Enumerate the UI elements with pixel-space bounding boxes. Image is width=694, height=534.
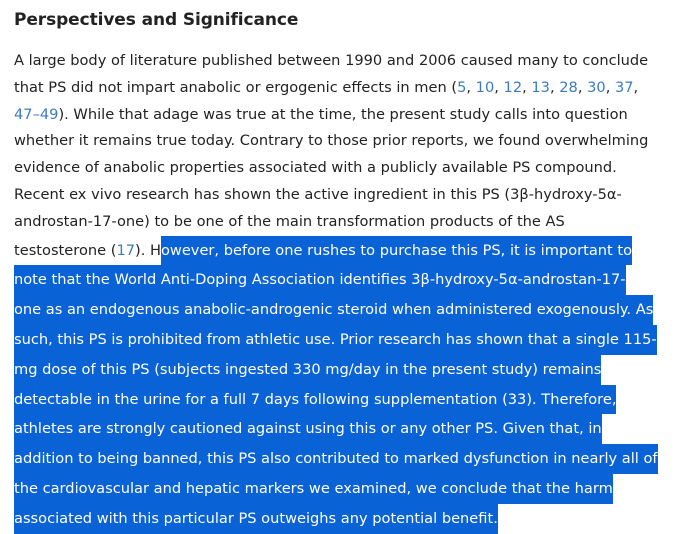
paragraph-line (14, 355, 680, 385)
paragraph-line (14, 504, 680, 534)
citation-link[interactable]: 13 (531, 78, 550, 96)
paragraph-line: Recent ex vivo research has shown the active ingredient in this PS (3β-hydroxy-5α- (14, 185, 622, 203)
selected-text[interactable]: athletes are strongly cautioned against using this or any other PS. Given that, in (14, 414, 602, 444)
paragraph-line (14, 444, 680, 474)
paragraph-line: testosterone (17). However, before one rushes to purchase this PS, it is important to (14, 236, 680, 266)
paragraph-line (14, 414, 680, 444)
citation-link[interactable]: 30 (587, 78, 606, 96)
paragraph-line: A large body of literature published between 1990 and 2006 caused many to conclude (14, 52, 649, 69)
paragraph-line: that PS did not impart anabolic or ergogenic effects in men (5, 10, 12, 13, 28, 30, 37, (14, 78, 639, 96)
paragraph-line: whether it remains true today. Contrary to those prior reports, we found overwhelming (14, 132, 649, 150)
section-heading: Perspectives and Significance (14, 10, 299, 30)
paragraph-line (14, 295, 680, 325)
paragraph-line (14, 474, 680, 504)
selected-text[interactable]: note that the World Anti-Doping Association identifies 3β-hydroxy-5α-androstan-17- (14, 265, 626, 295)
paragraph-line: 47–49). While that adage was true at the time, the present study calls into question (14, 105, 628, 123)
selected-text[interactable]: addition to being banned, this PS also contributed to marked dysfunction in nearly all of (14, 444, 658, 474)
paragraph-line (14, 385, 680, 415)
citation-link[interactable]: 47–49 (14, 105, 59, 123)
selected-text[interactable]: associated with this particular PS outweighs any potential benefit. (14, 504, 498, 534)
citation-link[interactable]: 37 (614, 78, 634, 96)
selected-text[interactable]: owever, before one rushes to purchase this PS, it is important to (161, 236, 632, 266)
paragraph-line (14, 325, 680, 355)
citation-link[interactable]: 28 (559, 78, 578, 96)
selected-text[interactable]: one as an endogenous anabolic-androgenic steroid when administered exogenously. As (14, 295, 653, 325)
selected-text[interactable]: such, this PS is prohibited from athletic use. Prior research has shown that a single 115- (14, 325, 657, 355)
article-paragraph[interactable] (14, 48, 680, 534)
citation-link[interactable]: 10 (475, 78, 495, 96)
selected-text[interactable]: the cardiovascular and hepatic markers we examined, we conclude that the harm (14, 474, 613, 504)
paragraph-line: androstan-17-one) to be one of the main transformation products of the AS (14, 212, 565, 230)
citation-link[interactable]: 17 (116, 241, 136, 259)
selected-text[interactable]: detectable in the urine for a full 7 days following supplementation (33). Therefore, (14, 385, 616, 415)
selected-text[interactable]: mg dose of this PS (subjects ingested 330 mg/day in the present study) remains (14, 355, 601, 385)
paragraph-line (14, 265, 680, 295)
citation-link[interactable]: 5 (457, 78, 467, 96)
paragraph-line: evidence of anabolic properties associated with a publicly available PS compound. (14, 159, 617, 177)
citation-link[interactable]: 12 (503, 78, 523, 96)
